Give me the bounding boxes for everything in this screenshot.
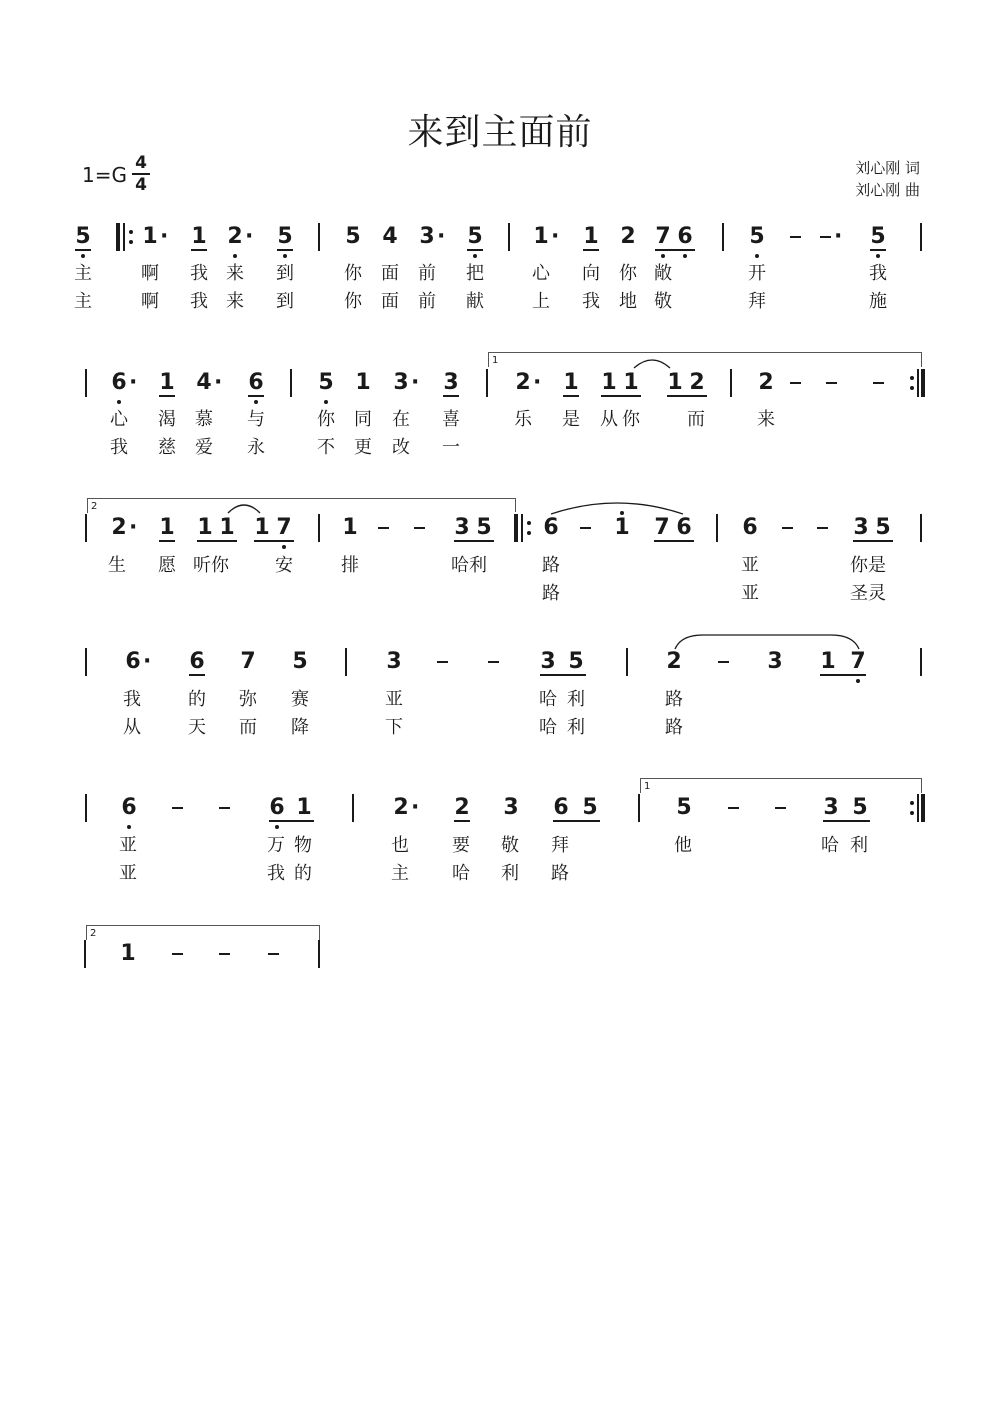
lyric: 永 — [247, 437, 265, 458]
underline — [75, 249, 91, 251]
lyric: 圣灵 — [850, 583, 886, 604]
lyric: 拜 — [748, 291, 766, 312]
underline — [277, 249, 293, 251]
time-signature — [132, 154, 150, 194]
note: 5 — [75, 224, 91, 249]
note: 3 — [393, 370, 409, 395]
underline — [443, 395, 459, 397]
note: 6 — [125, 649, 141, 674]
lyric: 乐 — [514, 409, 532, 430]
lyric: 我 — [267, 863, 285, 884]
lyric: 你 — [344, 291, 362, 312]
repeat-dot — [527, 531, 531, 535]
barline — [626, 648, 628, 676]
note: 1 — [355, 370, 371, 395]
barline — [920, 514, 922, 542]
lyric: 而 — [687, 409, 705, 430]
note: 5 — [467, 224, 483, 249]
lyric: 亚 — [741, 555, 759, 576]
dash — [718, 661, 729, 663]
lyric: 来 — [226, 291, 244, 312]
dash — [219, 953, 230, 955]
note: 1 — [254, 515, 270, 540]
note: 6 — [269, 795, 285, 820]
dash — [268, 953, 279, 955]
underline — [853, 540, 893, 542]
note: 3 — [540, 649, 556, 674]
lyric: 在 — [392, 409, 410, 430]
augmentation-dot: · — [411, 370, 420, 395]
note: 1 — [820, 649, 836, 674]
lyric: 路 — [542, 583, 560, 604]
note: 2 — [689, 370, 705, 395]
dash — [378, 527, 389, 529]
lower-octave-dot — [282, 545, 286, 549]
dash — [817, 527, 828, 529]
note: 1 — [120, 941, 136, 966]
lyric: 我 — [582, 291, 600, 312]
underline — [601, 395, 641, 397]
lower-octave-dot — [683, 254, 687, 258]
lyric: 敬 — [501, 835, 519, 856]
lyric: 前 — [418, 291, 436, 312]
note: 6 — [742, 515, 758, 540]
lyric: 更 — [354, 437, 372, 458]
note: 6 — [121, 795, 137, 820]
first-ending-bracket — [640, 778, 922, 793]
underline — [254, 540, 294, 542]
lyric: 我 — [869, 263, 887, 284]
note: 3 — [767, 649, 783, 674]
lower-octave-dot — [81, 254, 85, 258]
volta-number: 2 — [90, 928, 97, 939]
barline — [716, 514, 718, 542]
lyric: 向 — [582, 263, 600, 284]
barline — [318, 514, 320, 542]
dash — [782, 527, 793, 529]
lower-octave-dot — [473, 254, 477, 258]
augmentation-dot: · — [143, 649, 152, 674]
note: 6 — [189, 649, 205, 674]
note: 7 — [850, 649, 866, 674]
lyric: 拜 — [551, 835, 569, 856]
lyric: 慕 — [195, 409, 213, 430]
lyric: 主 — [74, 263, 92, 284]
lyric: 施 — [869, 291, 887, 312]
repeat-dot — [129, 230, 133, 234]
lyric: 排 — [341, 555, 359, 576]
note: 7 — [240, 649, 256, 674]
note: 1 — [159, 515, 175, 540]
repeat-dot — [910, 376, 914, 380]
note: 1 — [219, 515, 235, 540]
lyricist-credit: 刘心刚 词 — [855, 159, 920, 177]
note: 2 — [393, 795, 409, 820]
underline — [159, 540, 175, 542]
song-title: 来到主面前 — [407, 112, 593, 153]
repeat-start-thick-bar — [514, 514, 518, 542]
note: 5 — [568, 649, 584, 674]
barline — [352, 794, 354, 822]
repeat-end-thick-bar — [921, 794, 925, 822]
note: 4 — [196, 370, 212, 395]
barline — [318, 223, 320, 251]
lyric: 降 — [291, 717, 309, 738]
augmentation-dot: · — [551, 224, 560, 249]
lower-octave-dot — [233, 254, 237, 258]
underline — [823, 820, 870, 822]
note: 7 — [276, 515, 292, 540]
slur — [632, 356, 672, 370]
lyric: 到 — [276, 291, 294, 312]
volta-number: 1 — [644, 781, 651, 792]
lyric: 而 — [239, 717, 257, 738]
lyric: 来 — [757, 409, 775, 430]
dash — [820, 236, 831, 238]
note: 6 — [111, 370, 127, 395]
note: 2 — [758, 370, 774, 395]
underline — [454, 540, 494, 542]
dash — [172, 953, 183, 955]
composer-credit: 刘心刚 曲 — [855, 181, 920, 199]
lyric: 要 — [452, 835, 470, 856]
lyric: 啊 — [141, 291, 159, 312]
dash — [219, 807, 230, 809]
lyric: 改 — [392, 437, 410, 458]
lyric: 哈 — [821, 835, 839, 856]
note: 6 — [543, 515, 559, 540]
lyric: 喜 — [442, 409, 460, 430]
barline — [85, 648, 87, 676]
note: 6 — [553, 795, 569, 820]
note: 5 — [676, 795, 692, 820]
lyric: 是 — [562, 409, 580, 430]
underline — [820, 674, 866, 676]
augmentation-dot: · — [245, 224, 254, 249]
note: 5 — [476, 515, 492, 540]
lyric: 我 — [110, 437, 128, 458]
underline — [197, 540, 237, 542]
lyric: 来 — [226, 263, 244, 284]
lyric: 从 — [123, 717, 141, 738]
note: 5 — [345, 224, 361, 249]
lyric: 哈利 — [451, 555, 487, 576]
underline — [454, 820, 470, 822]
augmentation-dot: · — [437, 224, 446, 249]
lyric: 地 — [619, 291, 637, 312]
augmentation-dot: · — [129, 515, 138, 540]
dash — [728, 807, 739, 809]
augmentation-dot: · — [160, 224, 169, 249]
lyric: 不 — [317, 437, 335, 458]
lyric: 你 — [344, 263, 362, 284]
note: 1 — [623, 370, 639, 395]
lyric: 亚 — [119, 835, 137, 856]
lyric: 路 — [665, 717, 683, 738]
repeat-start-thin-bar — [521, 514, 523, 542]
lyric: 你 — [622, 409, 640, 430]
repeat-end-thick-bar — [921, 369, 925, 397]
dash — [172, 807, 183, 809]
underline — [269, 820, 314, 822]
lyric: 哈 — [452, 863, 470, 884]
underline — [870, 249, 886, 251]
lyric: 同 — [354, 409, 372, 430]
dash — [775, 807, 786, 809]
lyric: 到 — [276, 263, 294, 284]
note: 5 — [582, 795, 598, 820]
second-ending-bracket-end — [515, 498, 516, 512]
note: 2 — [111, 515, 127, 540]
lyric: 敬 — [654, 291, 672, 312]
lyric: 的 — [188, 689, 206, 710]
lyric: 前 — [418, 263, 436, 284]
lyric: 利 — [567, 689, 585, 710]
note: 1 — [533, 224, 549, 249]
note: 3 — [503, 795, 519, 820]
repeat-start-thick-bar — [116, 223, 120, 251]
time-denominator: 4 — [135, 175, 147, 195]
repeat-dot — [910, 386, 914, 390]
note: 1 — [667, 370, 683, 395]
underline — [563, 395, 579, 397]
augmentation-dot: · — [411, 795, 420, 820]
dash — [790, 236, 801, 238]
lyric: 敞 — [654, 263, 672, 284]
lyric: 心 — [110, 409, 128, 430]
note: 3 — [454, 515, 470, 540]
lyric: 慈 — [158, 437, 176, 458]
lyric: 天 — [188, 717, 206, 738]
lower-octave-dot — [876, 254, 880, 258]
repeat-dot — [527, 521, 531, 525]
lyric: 我 — [123, 689, 141, 710]
lyric: 从 — [600, 409, 618, 430]
lyric: 路 — [542, 555, 560, 576]
lower-octave-dot — [254, 400, 258, 404]
lyric: 啊 — [141, 263, 159, 284]
note: 2 — [620, 224, 636, 249]
lyric: 你 — [317, 409, 335, 430]
note: 1 — [142, 224, 158, 249]
note: 5 — [318, 370, 334, 395]
repeat-dot — [910, 811, 914, 815]
lyric: 利 — [501, 863, 519, 884]
dash — [488, 661, 499, 663]
barline — [290, 369, 292, 397]
note: 1 — [296, 795, 312, 820]
lyric: 主 — [74, 291, 92, 312]
volta-number: 2 — [91, 501, 98, 512]
underline — [654, 540, 694, 542]
lyric: 我 — [190, 263, 208, 284]
augmentation-dot: · — [214, 370, 223, 395]
note: 6 — [677, 224, 693, 249]
dash — [414, 527, 425, 529]
underline — [667, 395, 707, 397]
lower-octave-dot — [755, 254, 759, 258]
note: 2 — [454, 795, 470, 820]
lyric: 他 — [674, 835, 692, 856]
dash — [437, 661, 448, 663]
lyric: 也 — [391, 835, 409, 856]
dash — [790, 382, 801, 384]
underline — [655, 249, 695, 251]
lower-octave-dot — [856, 679, 860, 683]
key-signature: 1=G — [82, 163, 127, 187]
dash — [873, 382, 884, 384]
note: 7 — [655, 224, 671, 249]
barline — [730, 369, 732, 397]
lyric: 亚 — [741, 583, 759, 604]
note: 5 — [277, 224, 293, 249]
note: 5 — [852, 795, 868, 820]
augmentation-dot: · — [834, 224, 843, 249]
lyric: 献 — [466, 291, 484, 312]
barline — [722, 223, 724, 251]
lyric: 安 — [275, 555, 293, 576]
note: 2 — [227, 224, 243, 249]
lyric: 利 — [567, 717, 585, 738]
note: 5 — [875, 515, 891, 540]
note: 5 — [870, 224, 886, 249]
lyric: 我 — [190, 291, 208, 312]
underline — [583, 249, 599, 251]
lower-octave-dot — [661, 254, 665, 258]
note: 1 — [342, 515, 358, 540]
lower-octave-dot — [127, 825, 131, 829]
first-ending-bracket — [488, 352, 922, 367]
repeat-end-thin-bar — [917, 794, 919, 822]
barline — [84, 940, 86, 968]
lyric: 与 — [247, 409, 265, 430]
lower-octave-dot — [275, 825, 279, 829]
time-numerator: 4 — [135, 153, 147, 173]
lyric: 渴 — [158, 409, 176, 430]
lyric: 哈 — [539, 717, 557, 738]
note: 4 — [382, 224, 398, 249]
repeat-dot — [129, 240, 133, 244]
lyric: 主 — [391, 863, 409, 884]
underline — [553, 820, 600, 822]
barline — [85, 369, 87, 397]
lyric: 赛 — [291, 689, 309, 710]
lyric: 面 — [381, 263, 399, 284]
volta-number: 1 — [492, 355, 499, 366]
lyric: 弥 — [239, 689, 257, 710]
underline — [467, 249, 483, 251]
note: 3 — [853, 515, 869, 540]
lyric: 生 — [108, 555, 126, 576]
repeat-dot — [910, 801, 914, 805]
slur — [226, 501, 262, 515]
note: 1 — [197, 515, 213, 540]
second-ending-bracket — [87, 498, 516, 513]
lower-octave-dot — [283, 254, 287, 258]
barline — [920, 223, 922, 251]
barline — [486, 369, 488, 397]
repeat-start-thin-bar — [123, 223, 125, 251]
barline — [85, 514, 87, 542]
lyric: 哈 — [539, 689, 557, 710]
lyric: 开 — [748, 263, 766, 284]
underline — [540, 674, 586, 676]
lyric: 一 — [442, 437, 460, 458]
note: 1 — [563, 370, 579, 395]
barline — [508, 223, 510, 251]
lyric: 路 — [551, 863, 569, 884]
augmentation-dot: · — [129, 370, 138, 395]
lyric: 万 — [267, 835, 285, 856]
lyric: 的 — [294, 863, 312, 884]
note: 1 — [601, 370, 617, 395]
lower-octave-dot — [117, 400, 121, 404]
barline — [318, 940, 320, 968]
note: 5 — [292, 649, 308, 674]
dash — [580, 527, 591, 529]
note: 5 — [749, 224, 765, 249]
lower-octave-dot — [324, 400, 328, 404]
dash — [826, 382, 837, 384]
lyric: 路 — [665, 689, 683, 710]
underline — [248, 395, 264, 397]
note: 6 — [248, 370, 264, 395]
lyric: 亚 — [385, 689, 403, 710]
barline — [345, 648, 347, 676]
lyric: 你是 — [850, 555, 886, 576]
barline — [85, 794, 87, 822]
underline — [159, 395, 175, 397]
note: 2 — [515, 370, 531, 395]
note: 3 — [443, 370, 459, 395]
note: 7 — [654, 515, 670, 540]
note: 2 — [666, 649, 682, 674]
slur — [673, 633, 861, 651]
note: 3 — [419, 224, 435, 249]
lyric: 利 — [850, 835, 868, 856]
lyric: 亚 — [119, 863, 137, 884]
lyric: 心 — [532, 263, 550, 284]
lyric: 你 — [619, 263, 637, 284]
lyric: 物 — [294, 835, 312, 856]
lyric: 把 — [466, 263, 484, 284]
note: 1 — [159, 370, 175, 395]
barline — [920, 648, 922, 676]
note: 1 — [583, 224, 599, 249]
note: 1 — [191, 224, 207, 249]
underline — [189, 674, 205, 676]
lyric: 上 — [532, 291, 550, 312]
repeat-end-thin-bar — [917, 369, 919, 397]
note: 3 — [823, 795, 839, 820]
lyric: 下 — [385, 717, 403, 738]
lyric: 听你 — [193, 555, 229, 576]
lyric: 爱 — [195, 437, 213, 458]
note: 6 — [676, 515, 692, 540]
lyric: 面 — [381, 291, 399, 312]
note: 1 — [614, 515, 630, 540]
second-ending-bracket — [86, 925, 320, 940]
underline — [191, 249, 207, 251]
note: 3 — [386, 649, 402, 674]
slur — [549, 500, 685, 516]
augmentation-dot: · — [533, 370, 542, 395]
lyric: 愿 — [158, 555, 176, 576]
barline — [638, 794, 640, 822]
